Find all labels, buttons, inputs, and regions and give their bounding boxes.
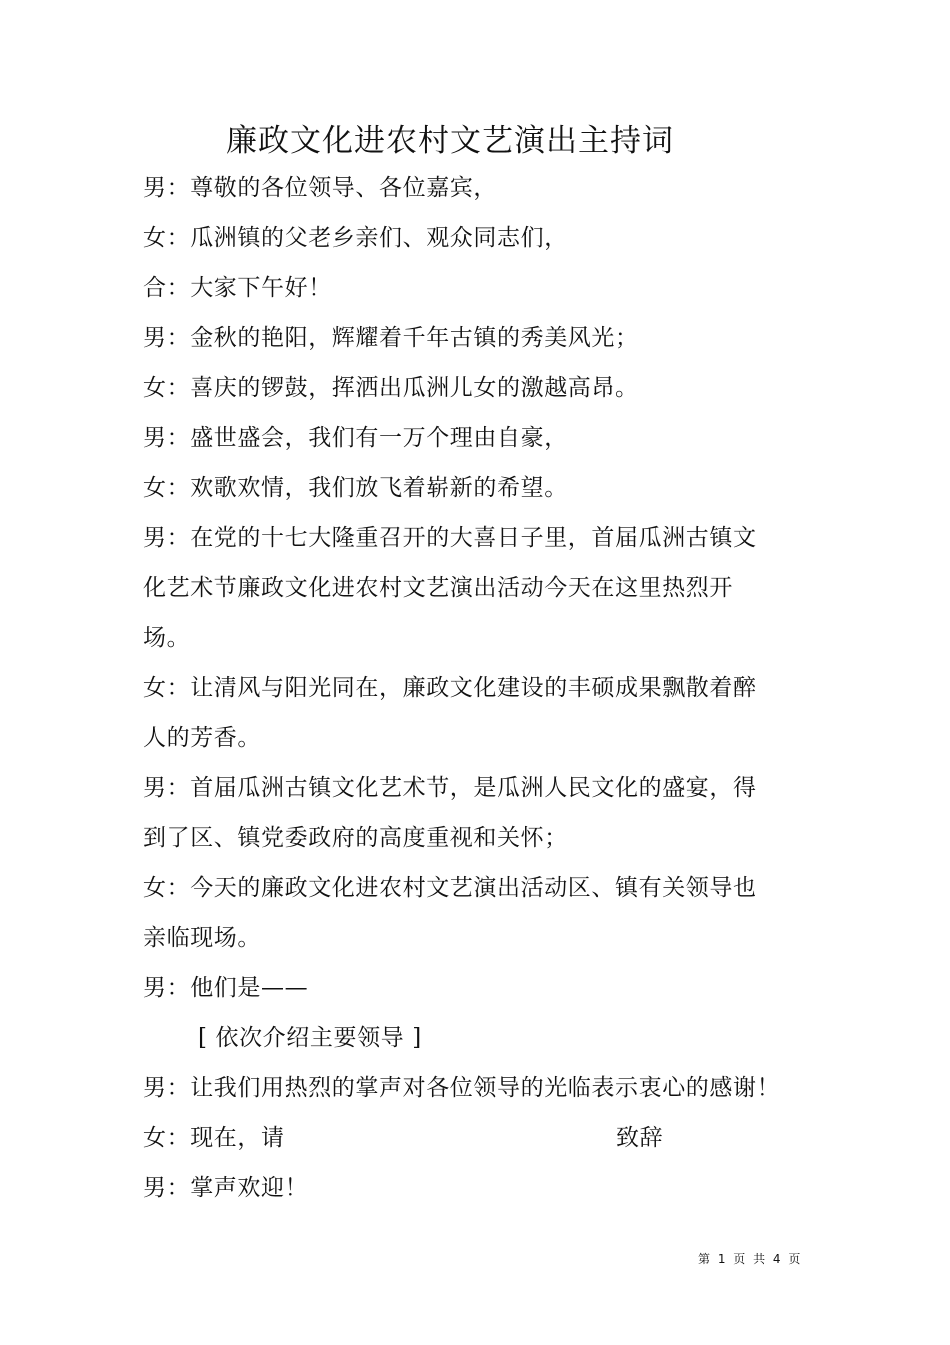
script-line: 女：欢歌欢情，我们放飞着崭新的希望。: [143, 475, 568, 501]
script-line: 女：瓜洲镇的父老乡亲们、观众同志们，: [143, 225, 568, 251]
script-line: 男：让我们用热烈的掌声对各位领导的光临表示衷心的感谢！: [143, 1075, 781, 1101]
script-line: 男：他们是——: [143, 975, 309, 1001]
script-line: 男：掌声欢迎！: [143, 1175, 309, 1201]
script-line: 人的芳香。: [143, 725, 261, 751]
speech-label: 致辞: [616, 1125, 664, 1151]
script-line: 男：尊敬的各位领导、各位嘉宾，: [143, 175, 497, 201]
script-line: 女：让清风与阳光同在，廉政文化建设的丰硕成果飘散着醉: [143, 675, 757, 701]
script-line: 男：首届瓜洲古镇文化艺术节，是瓜洲人民文化的盛宴，得: [143, 775, 757, 801]
document-title: 廉政文化进农村文艺演出主持词: [226, 123, 674, 159]
script-line: 场。: [143, 625, 191, 651]
script-line: 合：大家下午好！: [143, 275, 332, 301]
script-line: 男：金秋的艳阳，辉耀着千年古镇的秀美风光；: [143, 325, 639, 351]
script-line: 到了区、镇党委政府的高度重视和关怀；: [143, 825, 568, 851]
script-line: 男：在党的十七大隆重召开的大喜日子里，首届瓜洲古镇文: [143, 525, 757, 551]
script-line: 男：盛世盛会，我们有一万个理由自豪，: [143, 425, 568, 451]
script-line: 女：现在，请: [143, 1125, 285, 1151]
script-line: 女：今天的廉政文化进农村文艺演出活动区、镇有关领导也: [143, 875, 757, 901]
script-line: 女：喜庆的锣鼓，挥洒出瓜洲儿女的激越高昂。: [143, 375, 639, 401]
script-line: 亲临现场。: [143, 925, 261, 951]
page-footer: 第 1 页 共 4 页: [698, 1252, 801, 1266]
stage-direction: [ 依次介绍主要领导 ]: [198, 1025, 422, 1051]
script-line: 化艺术节廉政文化进农村文艺演出活动今天在这里热烈开: [143, 575, 733, 601]
